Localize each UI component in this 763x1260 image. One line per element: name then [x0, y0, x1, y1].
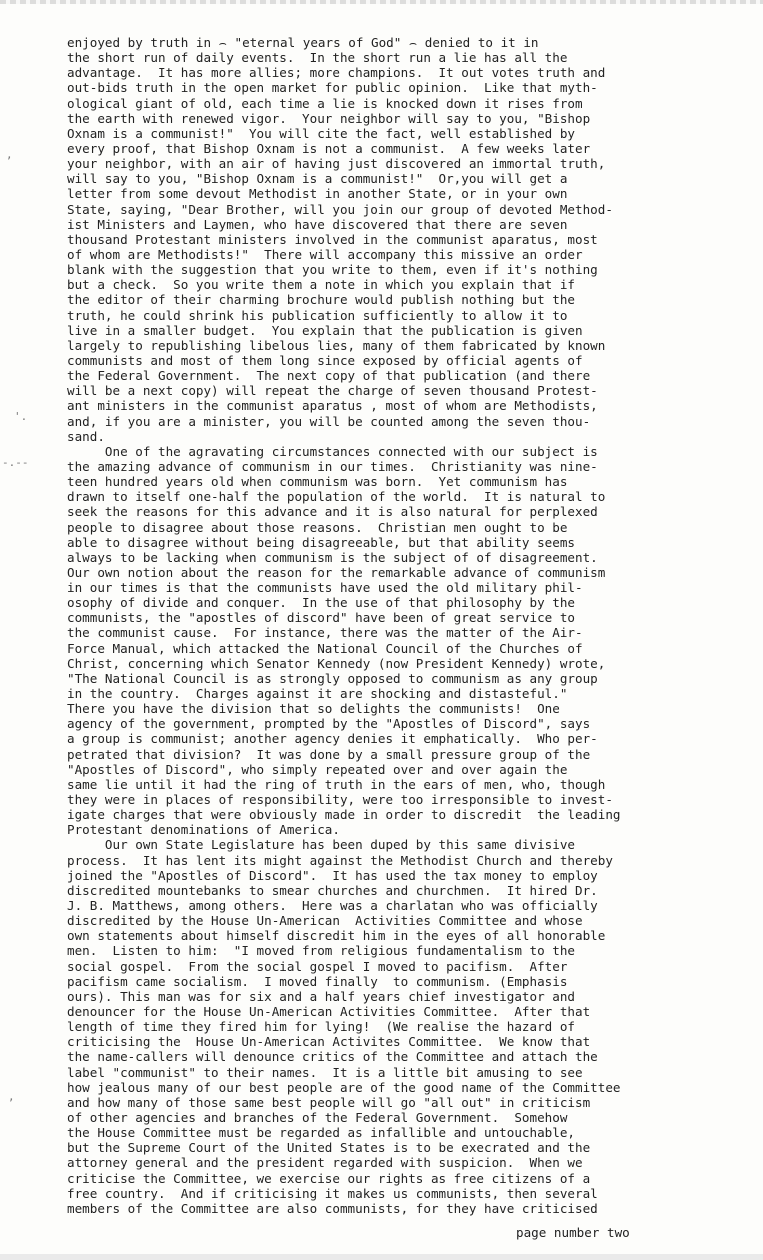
page-top-edge	[0, 0, 763, 4]
text-line: the communist cause. For instance, there was the matter of the Air-	[67, 625, 583, 641]
text-line: denouncer for the House Un-American Activities Committee. After that	[67, 1004, 591, 1019]
text-line: same lie until it had the ring of truth in the ears of men, who, though	[67, 776, 606, 792]
text-line: agency of the government, prompted by the "Apostles of Discord", says	[67, 716, 591, 732]
text-line: the short run of daily events. In the short run a lie has all the	[67, 50, 568, 66]
text-line: the editor of their charming brochure would publish nothing but the	[67, 292, 575, 308]
text-line: communists, the "apostles of discord" have been of great service to	[67, 610, 575, 626]
text-line: will say to you, "Bishop Oxnam is a communist!" Or,you will get a	[67, 171, 568, 187]
text-line: and how many of those same best people will go "all out" in criticism	[67, 1094, 591, 1110]
text-line: length of time they fired him for lying! (We realise the hazard of	[67, 1019, 575, 1035]
text-line: the name-callers will denounce critics of the Committee and attach the	[67, 1049, 598, 1065]
margin-mark: ,	[6, 148, 13, 161]
text-line: your neighbor, with an air of having just discovered an immortal truth,	[67, 156, 606, 172]
text-line: process. It has lent its might against the Methodist Church and thereby	[67, 852, 613, 868]
text-line: social gospel. From the social gospel I moved to pacifism. After	[67, 958, 568, 974]
text-line: Our own State Legislature has been duped by this same divisive	[67, 837, 575, 853]
text-line: free country. And if criticising it makes us communists, then several	[67, 1185, 598, 1201]
text-line: able to disagree without being disagreeable, but that ability seems	[67, 534, 575, 550]
margin-mark: -.--	[2, 456, 29, 469]
text-line: will be a next copy) will repeat the charge of seven thousand Protest-	[67, 383, 598, 399]
text-line: There you have the division that so delights the communists! One	[67, 701, 560, 717]
text-line: but a check. So you write them a note in which you explain that if	[67, 277, 575, 293]
margin-mark: ,	[8, 1090, 15, 1103]
text-line: how jealous many of our best people are of the good name of the Committee	[67, 1079, 621, 1095]
text-line: every proof, that Bishop Oxnam is not a communist. A few weeks later	[67, 140, 591, 156]
text-line: Force Manual, which attacked the National Council of the Churches of	[67, 640, 583, 656]
text-line: in the country. Charges against it are shocking and distasteful."	[67, 686, 568, 702]
text-line: and, if you are a minister, you will be counted among the seven thou-	[67, 413, 591, 429]
text-line: "Apostles of Discord", who simply repeated over and over again the	[67, 761, 568, 777]
text-line: Protestant denominations of America.	[67, 822, 340, 838]
text-line: but the Supreme Court of the United States is to be execrated and the	[67, 1140, 591, 1156]
text-line: communists and most of them long since exposed by official agents of	[67, 352, 583, 368]
text-line: Christ, concerning which Senator Kennedy (now President Kennedy) wrote,	[67, 655, 606, 671]
text-line: criticise the Committee, we exercise our rights as free citizens of a	[67, 1170, 591, 1186]
text-line: enjoyed by truth in ⌢ "eternal years of God" ⌢ denied to it in	[67, 35, 539, 50]
page-bottom-edge	[0, 1254, 763, 1260]
text-line: label "communist" to their names. It is a little bit amusing to see	[67, 1064, 583, 1080]
text-line: of whom are Methodists!" There will accompany this missive an order	[67, 246, 583, 262]
margin-mark: '.	[14, 410, 28, 423]
text-line: of other agencies and branches of the Federal Government. Somehow	[67, 1109, 568, 1125]
text-line: joined the "Apostles of Discord". It has used the tax money to employ	[67, 867, 598, 883]
text-line: thousand Protestant ministers involved in the communist aparatus, most	[67, 231, 598, 247]
text-line: the House Committee must be regarded as infallible and untouchable,	[67, 1125, 575, 1141]
text-line: Oxnam is a communist!" You will cite the fact, well established by	[67, 125, 575, 141]
body-text	[67, 35, 727, 1216]
text-line: live in a smaller budget. You explain that the publication is given	[67, 322, 583, 338]
text-line: discredited mountebanks to smear churches and churchmen. It hired Dr.	[67, 882, 598, 898]
text-line: ours). This man was for six and a half years chief investigator and	[67, 988, 575, 1004]
text-line: the Federal Government. The next copy of that publication (and there	[67, 368, 591, 384]
text-line: out-bids truth in the open market for public opinion. Like that myth-	[67, 80, 598, 96]
text-line: osophy of divide and conquer. In the use of that philosophy by the	[67, 595, 575, 611]
text-line: members of the Committee are also communists, for they have criticised	[67, 1200, 598, 1216]
text-line: the earth with renewed vigor. Your neighbor will say to you, "Bishop	[67, 110, 591, 126]
text-line: they were in places of responsibility, were too irresponsible to invest-	[67, 792, 613, 808]
text-line: own statements about himself discredit him in the eyes of all honorable	[67, 928, 606, 944]
text-line: sand.	[67, 428, 105, 444]
text-line: igate charges that were obviously made in order to discredit the leading	[67, 807, 621, 823]
text-line: in our times is that the communists have used the old military phil-	[67, 580, 583, 596]
page-number: page number two	[516, 1225, 630, 1240]
text-line: "The National Council is as strongly opposed to communism as any group	[67, 670, 598, 686]
text-line: discredited by the House Un-American Activities Committee and whose	[67, 913, 583, 929]
text-line: petrated that division? It was done by a small pressure group of the	[67, 746, 591, 762]
text-line: people to disagree about those reasons. Christian men ought to be	[67, 519, 568, 535]
text-line: seek the reasons for this advance and it is also natural for perplexed	[67, 504, 598, 520]
text-line: blank with the suggestion that you write to them, even if it's nothing	[67, 262, 598, 278]
text-line: the amazing advance of communism in our times. Christianity was nine-	[67, 458, 598, 474]
text-line: attorney general and the president regarded with suspicion. When we	[67, 1155, 583, 1171]
text-line: largely to republishing libelous lies, many of them fabricated by known	[67, 337, 606, 353]
text-line: J. B. Matthews, among others. Here was a charlatan who was officially	[67, 898, 598, 914]
text-line: a group is communist; another agency denies it emphatically. Who per-	[67, 731, 598, 747]
text-line: advantage. It has more allies; more champions. It out votes truth and	[67, 65, 606, 81]
text-line: pacifism came socialism. I moved finally to communism. (Emphasis	[67, 973, 568, 989]
text-line: ist Ministers and Laymen, who have discovered that there are seven	[67, 216, 568, 232]
text-line: drawn to itself one-half the population of the world. It is natural to	[67, 489, 606, 505]
text-line: ant ministers in the communist aparatus , most of whom are Methodists,	[67, 398, 598, 414]
text-line: One of the agravating circumstances connected with our subject is	[67, 443, 598, 459]
text-line: teen hundred years old when communism was born. Yet communism has	[67, 474, 568, 490]
text-line: Our own notion about the reason for the remarkable advance of communism	[67, 564, 606, 580]
text-line: ological giant of old, each time a lie is knocked down it rises from	[67, 95, 583, 111]
text-line: truth, he could shrink his publication sufficiently to allow it to	[67, 307, 568, 323]
text-line: State, saying, "Dear Brother, will you join our group of devoted Method-	[67, 201, 613, 217]
text-line: criticising the House Un-American Activites Committee. We know that	[67, 1034, 591, 1050]
text-line: always to be lacking when communism is the subject of of disagreement.	[67, 549, 598, 565]
text-line: letter from some devout Methodist in another State, or in your own	[67, 186, 568, 202]
text-line: men. Listen to him: "I moved from religious fundamentalism to the	[67, 943, 575, 959]
